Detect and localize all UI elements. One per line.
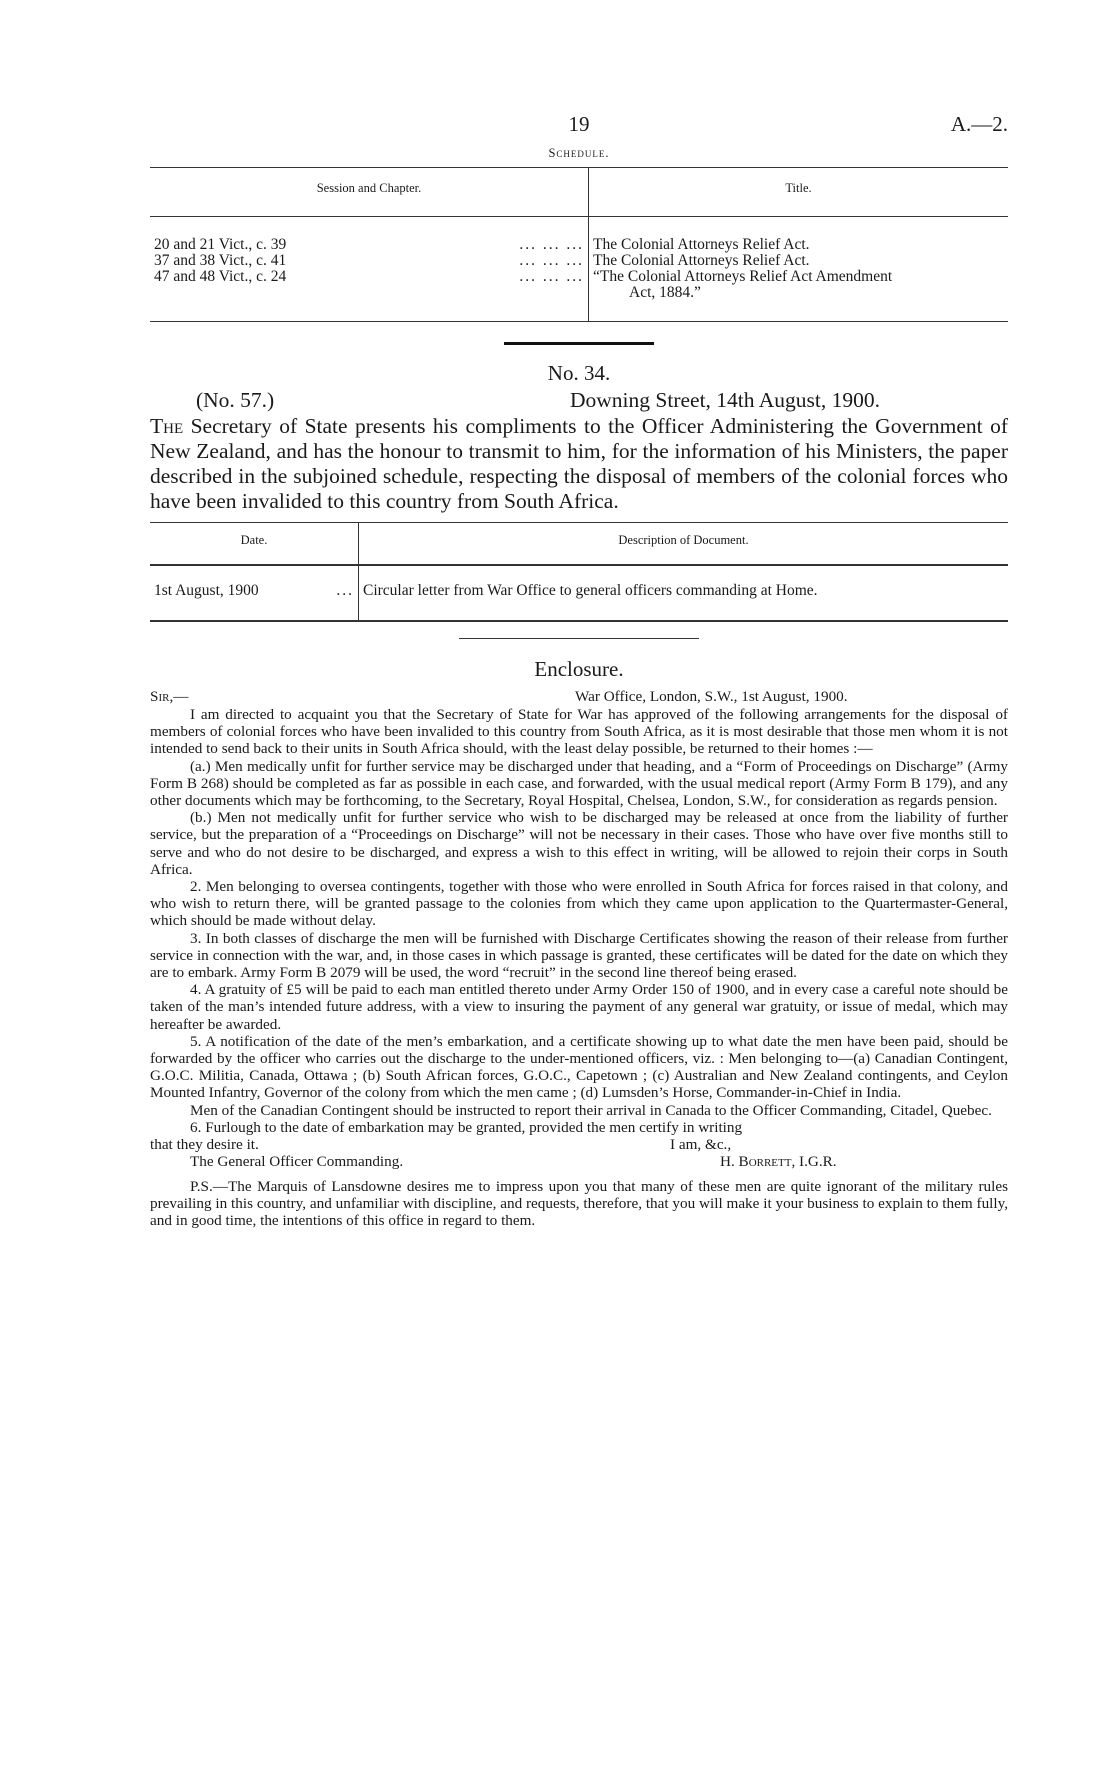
- signature: H. Borrett, I.G.R.: [720, 1153, 837, 1171]
- table-row: [150, 253, 1008, 269]
- schedule-header-title: Title.: [785, 181, 812, 195]
- leader-dots: ... ... ...: [519, 268, 584, 285]
- despatch-number: No. 34.: [547, 361, 611, 385]
- schedule-act-title: Act, 1884.”: [629, 284, 701, 301]
- schedule-session: 37 and 38 Vict., c. 41: [154, 252, 287, 269]
- closing: I am, &c.,: [670, 1136, 732, 1154]
- documents-header-description: Description of Document.: [618, 533, 749, 547]
- letter-paragraph: (b.) Men not medically unfit for further service who wish to be discharged may be released at once from the liability of further service, but the preparation of a “Proceedings on Discharge” will not be necessary in their cases. Those who have over five months still to serve and who do not desire to be discharged, and express a wish to this effect in writing, will be allowed to rejoin their corps in South Africa.: [150, 809, 1008, 878]
- page-header: [150, 112, 1008, 152]
- despatch-opening-word: The: [150, 414, 184, 438]
- document-description: Circular letter from War Office to general officers commanding at Home.: [363, 582, 818, 599]
- schedule-act-title: The Colonial Attorneys Relief Act.: [593, 252, 810, 269]
- table-row: [150, 565, 1008, 621]
- despatch-dateline-row: [150, 388, 1008, 414]
- enclosure-title: Enclosure.: [534, 657, 624, 681]
- documents-table: [150, 522, 1008, 622]
- leader-dots: ... ... ...: [519, 236, 584, 253]
- letter-paragraph: I am directed to acquaint you that the Secretary of State for War has approved of the following arrangements for the disposal of members of colonial forces who have been invalided to this country from South Africa, as it is most desirable that those men whom it is not intended to send back to their units in South Africa should, with the least delay possible, be returned to their homes :—: [150, 706, 1008, 758]
- despatch-body: [150, 414, 1008, 514]
- table-row: [150, 217, 1008, 254]
- letter-head-row: [150, 688, 1008, 706]
- document-page: [150, 112, 1008, 1230]
- letter-paragraph: 5. A notification of the date of the men’s embarkation, and a certificate showing up to what date the men have been paid, should be forwarded by the officer who carries out the discharge to the under-mentioned officers, viz. : Men belonging to—(a) Canadian Contingent, G.O.C. Militia, Canada, Ottawa ; (b) South African forces, G.O.C., Capetown ; (c) Australian and New Zealand contingents, and Ceylon Mounted Infantry, Governor of the colony from which the men came ; (d) Lumsden’s Horse, Commander-in-Chief in India.: [150, 1032, 1008, 1102]
- section-divider: [504, 342, 654, 345]
- despatch-ref: (No. 57.): [196, 388, 275, 412]
- leader-dots: ... ... ...: [519, 252, 584, 269]
- schedule-table: [150, 167, 1008, 322]
- schedule-header-session: Session and Chapter.: [150, 168, 589, 217]
- table-row: [150, 285, 1008, 322]
- schedule-act-title: “The Colonial Attorneys Relief Act Amendment: [593, 268, 893, 285]
- letter-paragraph: 2. Men belonging to oversea contingents, together with those who were enrolled in South Africa for forces raised in that colony, and who wish to return there, will be granted passage to the colonies from which they came upon application to the Quartermaster-General, which should be made without delay.: [150, 878, 1008, 930]
- letter-paragraph: 3. In both classes of discharge the men will be furnished with Discharge Certificates showing the reason of their release from further service in connection with the war, and, in those cases in which passage is granted, these certificates will be dated for the date on which they are to embark. Army Form B 2079 will be used, the word “recruit” in the second line thereof being erased.: [150, 929, 1008, 982]
- postscript: P.S.—The Marquis of Lansdowne desires me to impress upon you that many of these men are quite ignorant of the military rules prevailing in this country, and unfamiliar with discipline, and requests, therefore, that you will make it your business to explain to them fully, and in good time, the intentions of this office in regard to them.: [150, 1178, 1008, 1230]
- letter-body: [150, 706, 1008, 1136]
- despatch-dateline: Downing Street, 14th August, 1900.: [570, 388, 880, 412]
- salutation: Sir,—: [150, 688, 189, 705]
- schedule-act-title: The Colonial Attorneys Relief Act.: [593, 236, 810, 253]
- page-reference: A.—2.: [950, 112, 1008, 136]
- leader-dots: ...: [336, 582, 354, 599]
- last-line: that they desire it.: [150, 1136, 259, 1154]
- letter-paragraph: Men of the Canadian Contingent should be instructed to report their arrival in Canada to the Officer Commanding, Citadel, Quebec.: [190, 1101, 992, 1119]
- table-row: [150, 269, 1008, 285]
- documents-header-date: Date.: [150, 523, 359, 566]
- section-divider: [459, 638, 699, 639]
- page-number: 19: [568, 112, 590, 136]
- letter-paragraph: 4. A gratuity of £5 will be paid to each man entitled thereto under Army Order 150 of 1900, and in every case a careful note should be taken of the man’s intended future address, with a view to insuring the payment of any general war gratuity, or issue of medal, which may hereafter be awarded.: [150, 981, 1008, 1033]
- letter-dateline: War Office, London, S.W., 1st August, 1900.: [575, 688, 848, 705]
- letter-paragraph: (a.) Men medically unfit for further service may be discharged under that heading, and a “Form of Proceedings on Discharge” (Army Form B 268) should be completed as far as possible in each case, and forwarded, with the usual medical report (Army Form B 179), and any other documents which may be forthcoming, to the Secretary, Royal Hospital, Chelsea, London, S.W., for consideration as regards pension.: [150, 757, 1008, 810]
- signature-row: [150, 1153, 1008, 1170]
- despatch-text: Secretary of State presents his compliments to the Officer Administering the Government of New Zealand, and has the honour to transmit to him, for the information of his Ministers, the paper described in the subjoined schedule, respecting the disposal of members of the colonial forces who have been invalided to this country from South Africa.: [150, 414, 1008, 513]
- postscript-block: [150, 1178, 1008, 1230]
- schedule-session: 47 and 48 Vict., c. 24: [154, 268, 287, 285]
- addressee: The General Officer Commanding.: [190, 1153, 404, 1171]
- closing-row: [150, 1136, 1008, 1153]
- schedule-title: Schedule.: [548, 146, 610, 160]
- document-date: 1st August, 1900: [154, 582, 259, 599]
- schedule-session: 20 and 21 Vict., c. 39: [154, 236, 287, 253]
- letter-paragraph: 6. Furlough to the date of embarkation may be granted, provided the men certify in writing: [190, 1118, 743, 1136]
